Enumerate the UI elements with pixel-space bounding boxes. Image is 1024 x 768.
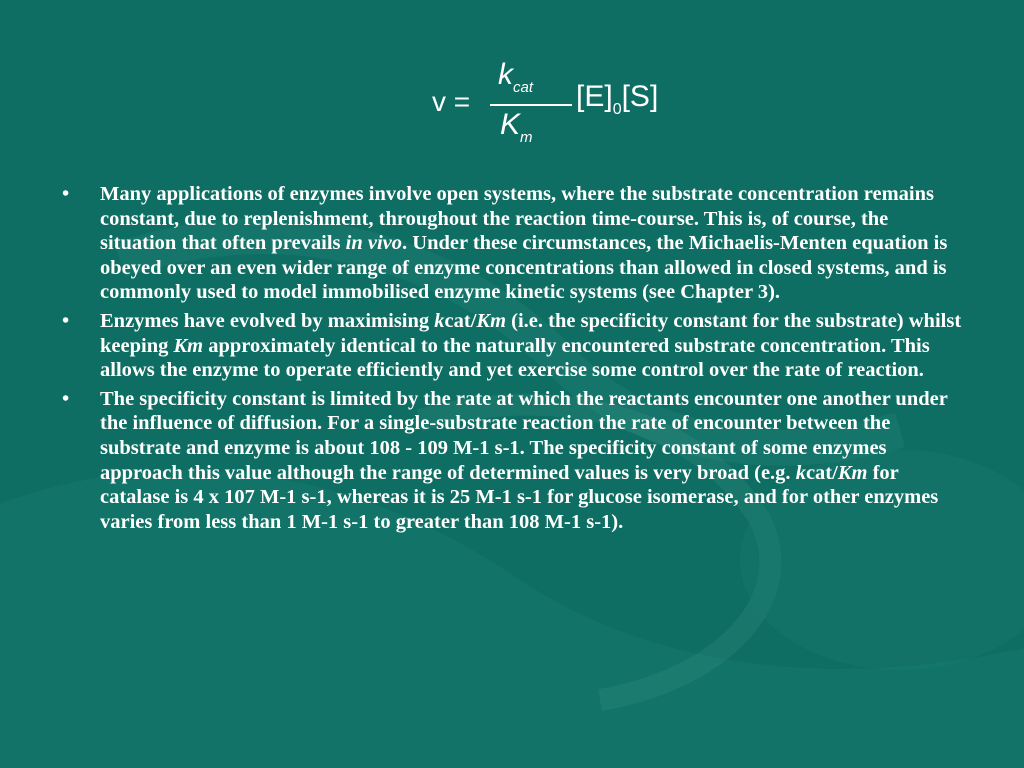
bullet-icon: • — [62, 183, 70, 205]
rhs-substrate: [S] — [621, 80, 659, 113]
rhs-subscript: 0 — [612, 101, 622, 118]
bullet-italic: Km — [173, 334, 204, 357]
bullet-italic: Km — [476, 309, 507, 332]
bullet-italic: in vivo — [345, 232, 403, 255]
numerator-base: k — [498, 58, 513, 91]
numerator-subscript: cat — [513, 79, 534, 96]
bullet-list — [62, 182, 967, 538]
bullet-text: The specificity constant is limited by the rate at which the reactants encounter one another under the influence of diffusion. For a single-substrate reaction the rate of encounter between the substrate and enzyme is about 108 - 109 M-1 s-1. The specificity constant of some enzymes approach this value although the range of determined values is very broad (e.g. — [100, 387, 948, 484]
bullet-text: (i.e. the specificity constant for the substrate) whilst keeping — [100, 309, 962, 357]
bullet-item-open-systems — [62, 182, 967, 305]
rhs-enzyme: [E] — [576, 80, 613, 113]
denominator-base: K — [500, 108, 521, 141]
bullet-item-specificity-constant — [62, 387, 967, 535]
equation-lhs: v = — [432, 86, 471, 117]
bullet-text: for catalase is 4 x 107 M-1 s-1, whereas it is 25 M-1 s-1 for glucose isomerase, and for other enzymes varies from less than 1 M-1 s-1 to greater than 108 M-1 s-1). — [100, 461, 939, 533]
equation-fraction — [490, 58, 572, 156]
equation-rhs — [576, 80, 658, 119]
bullet-text: Enzymes have evolved by maximising — [100, 309, 435, 332]
bullet-item-evolved-enzymes — [62, 309, 967, 383]
bullet-italic: k — [434, 309, 445, 332]
bullet-text: cat/ — [805, 461, 838, 484]
bullet-icon: • — [62, 309, 70, 332]
equation-denominator — [500, 108, 533, 146]
bullet-italic: k — [795, 461, 806, 484]
bullet-text: Many applications of enzymes involve open systems, where the substrate concentration remains constant, due to replenishment, throughout the reaction time-course. This is, of course, the situation that often prevails — [100, 183, 934, 255]
equation-numerator — [498, 58, 533, 96]
bullet-text: cat/ — [444, 309, 477, 332]
bullet-icon: • — [62, 387, 70, 410]
bullet-text: . Under these circumstances, the Michaelis-Menten equation is obeyed over an even wider range of enzyme concentrations than allowed in closed systems, and is commonly used to model immobilised enzyme kinetic systems (see Chapter 3). — [100, 232, 948, 304]
fraction-bar — [490, 104, 572, 106]
michaelis-menten-equation — [430, 58, 660, 156]
bullet-text: approximately identical to the naturally encountered substrate concentration. This allows the enzyme to operate efficiently and yet exercise some control over the rate of reaction. — [100, 334, 930, 382]
denominator-subscript: m — [520, 129, 533, 146]
bullet-italic: Km — [837, 461, 868, 484]
